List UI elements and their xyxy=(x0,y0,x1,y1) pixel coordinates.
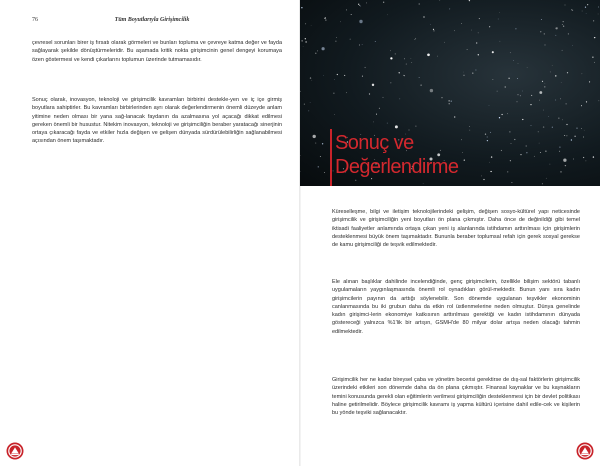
star xyxy=(317,50,318,51)
star xyxy=(566,124,567,125)
star xyxy=(464,75,465,76)
star xyxy=(471,30,472,31)
left-paragraph-2: Sonuç olarak, inovasyon, teknoloji ve girişimcilik kavramları birbirini destekle-yen ve iç içe girmiş boyutlara sahiptirler. Bu kavramları birbirlerinden ayrı olarak değerlendirmenin önemli düzeyde anlam yitimine neden olması bir yana sağ-lanacak faydanın da azalmasına yol açacağı dikkat edilmesi gereken önemli bir husustur. Nitekim inovasyon, teknoloji ve girişimciliğin beraber yaratacağı sinerjinin ortaya çıkaracağı fayda ve etkiler hızla değişen ve gelişen dünyada sürdürülebilirliğin sağlanabilmesi açısından önem taşımaktadır. xyxy=(32,97,282,145)
star xyxy=(541,19,542,20)
star xyxy=(583,157,584,158)
star xyxy=(563,21,564,22)
star xyxy=(507,113,508,114)
star xyxy=(430,24,431,25)
star xyxy=(555,35,556,36)
star xyxy=(454,30,455,31)
star xyxy=(511,182,512,183)
star xyxy=(325,20,326,21)
star xyxy=(333,170,334,171)
star xyxy=(323,75,324,76)
star xyxy=(565,165,566,166)
star xyxy=(556,28,557,29)
star xyxy=(310,102,311,103)
star xyxy=(395,125,398,128)
star xyxy=(351,14,352,15)
star xyxy=(305,41,306,42)
star xyxy=(582,73,583,74)
star xyxy=(517,78,518,79)
star xyxy=(517,94,518,95)
star xyxy=(320,156,321,157)
star xyxy=(420,84,421,85)
star xyxy=(340,22,341,23)
star xyxy=(308,111,309,112)
star xyxy=(423,183,424,184)
star xyxy=(492,51,494,53)
star xyxy=(358,4,359,5)
star xyxy=(369,93,370,94)
star xyxy=(539,143,540,144)
star xyxy=(461,23,462,24)
star xyxy=(350,39,351,40)
star xyxy=(406,64,407,65)
page-number: 76 xyxy=(32,17,38,23)
star xyxy=(530,104,531,105)
star xyxy=(562,24,563,25)
star xyxy=(564,4,565,5)
star xyxy=(479,18,480,19)
star xyxy=(581,128,582,129)
left-paragraph-1: çevresel sorunları birer iş fırsatı olarak görmeleri ve bunları topluma ve çevreye katma değer ve fayda sağlayarak şekilde dönüştürmeleridir. Bu aşamada kritik nokta girişimcinin genel dengeyi korumaya özen göstermesi ve kendi çıkarlarını toplumun üzerinde tutmamasıdır. xyxy=(32,40,282,63)
star xyxy=(322,143,323,144)
star xyxy=(441,97,442,98)
star xyxy=(542,81,543,82)
star xyxy=(573,159,574,160)
star xyxy=(324,172,325,173)
star xyxy=(387,14,388,15)
star xyxy=(515,28,516,29)
right-paragraph-2: Ele alınan başlıklar dahilinde incelendiğinde, genç girişimcilerin, özellikle bilişim sektörü tabanlı uygulamaların yaygınlaşmasında önemli rol oynadıkları görül-mektedir. Bunun yanı sıra kadın girişimcilerin payının da arttığı söylenebilir. Son dönemde uygulanan teşvikler ekonominin canlanmasında bu iki grubun daha da etkin rol üstlenmelerine neden olmuştur. Dünya genelinde kadın girişimci-lerin ekonomiye katkısının arttırılması gerektiği ve kadın istihdamının dünyada göstereceği yalnızca %1'lik bir artışın, GSMH'de 80 milyar dolar artışa neden olacağı tahmin edilmektedir. xyxy=(332,279,580,335)
star xyxy=(444,42,445,43)
star xyxy=(403,75,404,76)
star xyxy=(545,151,546,152)
star xyxy=(430,89,433,92)
star xyxy=(419,3,420,4)
star xyxy=(562,119,563,120)
star xyxy=(427,53,430,56)
star xyxy=(472,72,473,73)
star xyxy=(449,103,450,104)
star xyxy=(312,80,313,81)
star xyxy=(545,83,546,84)
star xyxy=(500,41,501,42)
star xyxy=(310,77,311,78)
star xyxy=(508,78,509,79)
star xyxy=(395,53,396,54)
star xyxy=(560,171,561,172)
star xyxy=(334,79,335,80)
star xyxy=(552,65,553,66)
star xyxy=(594,37,595,38)
star xyxy=(469,0,470,1)
star xyxy=(383,2,384,3)
star xyxy=(303,46,304,47)
right-paragraph-1: Küreselleşme, bilgi ve iletişim teknolojilerindeki gelişim, değişen sosyo-kültürel yapı neticesinde girişimcilik ve girişimciliğin yeni boyutları ön plana çıkmıştır. Daha önce de değinildiği gibi temel iktisadi faaliyetler anlamında ortaya çıkan yeni iş alanlarında istihdamın arttırılması için girişimlerin desteklenmesi büyük önem taşımaktadır. Bununla beraber toplumsal refah için gerek sosyal gerekse de kamu girişimciliği de teşvik edilmektedir. xyxy=(332,209,580,249)
star xyxy=(559,151,560,152)
star xyxy=(571,139,572,140)
star xyxy=(433,29,434,30)
star xyxy=(322,47,325,50)
star xyxy=(449,100,450,101)
star xyxy=(572,10,573,11)
star xyxy=(518,63,519,64)
star xyxy=(366,2,367,3)
running-title: Tüm Boyutlarıyla Girişimcilik xyxy=(114,17,190,23)
star xyxy=(415,38,416,39)
star xyxy=(586,101,587,102)
star xyxy=(483,179,484,180)
star xyxy=(576,128,577,129)
star xyxy=(419,77,420,78)
star xyxy=(567,72,568,73)
star xyxy=(539,91,542,94)
star xyxy=(376,114,377,115)
star xyxy=(564,135,565,136)
star xyxy=(550,164,551,165)
star xyxy=(574,136,575,137)
star xyxy=(373,122,374,123)
star xyxy=(558,118,559,119)
star xyxy=(560,98,561,99)
star xyxy=(489,105,490,106)
star xyxy=(598,100,599,101)
star xyxy=(337,74,338,75)
star xyxy=(543,126,544,127)
star xyxy=(583,136,584,137)
star xyxy=(527,67,528,68)
star xyxy=(589,81,590,82)
star xyxy=(404,58,405,59)
star xyxy=(501,114,502,115)
star xyxy=(301,7,302,8)
chapter-title xyxy=(335,131,535,179)
star xyxy=(555,100,556,101)
star xyxy=(304,104,305,105)
star xyxy=(571,9,572,10)
chapter-title-line-1: Sonuç ve xyxy=(335,132,414,154)
star xyxy=(548,116,549,117)
star xyxy=(335,41,336,42)
star xyxy=(449,8,450,9)
star xyxy=(542,183,543,184)
star xyxy=(475,69,476,70)
star xyxy=(387,123,388,124)
star xyxy=(566,135,567,136)
star xyxy=(359,45,360,46)
star xyxy=(544,86,545,87)
star xyxy=(559,146,560,147)
star xyxy=(311,25,312,26)
star xyxy=(581,105,582,106)
star xyxy=(415,126,416,127)
star xyxy=(414,39,415,40)
star xyxy=(540,152,541,153)
star xyxy=(359,5,360,6)
star xyxy=(346,92,347,93)
star xyxy=(531,125,532,126)
star xyxy=(593,156,594,157)
star xyxy=(499,117,500,118)
star xyxy=(539,100,540,101)
star xyxy=(333,93,334,94)
star xyxy=(489,26,490,27)
star xyxy=(566,103,567,104)
star xyxy=(423,16,424,17)
star xyxy=(375,41,376,42)
star xyxy=(372,84,374,86)
star xyxy=(454,116,455,117)
star xyxy=(493,79,494,80)
star xyxy=(498,19,499,20)
star xyxy=(451,101,452,102)
star xyxy=(434,30,435,31)
star xyxy=(362,44,363,45)
star xyxy=(586,161,587,162)
star xyxy=(390,50,391,51)
star xyxy=(467,49,468,50)
star xyxy=(313,135,316,138)
star xyxy=(592,57,593,58)
star xyxy=(300,91,301,92)
star xyxy=(538,131,539,132)
star xyxy=(476,42,477,43)
star xyxy=(522,119,523,120)
star xyxy=(520,95,521,96)
star xyxy=(505,86,506,87)
star xyxy=(531,95,532,96)
star xyxy=(469,126,470,127)
publisher-logo-icon xyxy=(576,442,594,460)
star xyxy=(305,38,306,39)
star xyxy=(594,62,595,63)
star xyxy=(499,12,500,13)
star xyxy=(334,114,335,115)
star xyxy=(510,52,511,53)
star xyxy=(585,7,586,8)
star xyxy=(593,20,594,21)
star xyxy=(598,7,599,8)
star xyxy=(318,166,319,167)
star xyxy=(544,44,545,45)
star xyxy=(552,127,553,128)
star xyxy=(561,82,562,83)
star xyxy=(390,57,392,59)
star xyxy=(568,33,569,34)
star xyxy=(300,155,301,156)
star xyxy=(586,13,587,14)
star xyxy=(497,91,498,92)
star xyxy=(302,40,303,41)
star xyxy=(379,108,380,109)
star xyxy=(344,75,345,76)
star xyxy=(359,20,362,23)
star xyxy=(522,91,523,92)
star xyxy=(404,75,405,76)
publisher-logo-icon xyxy=(6,442,24,460)
star xyxy=(555,75,556,76)
star xyxy=(598,14,599,15)
chapter-title-line-2: Değerlendirme xyxy=(335,156,459,178)
star xyxy=(540,31,541,32)
star xyxy=(584,130,585,131)
star xyxy=(478,54,479,55)
star xyxy=(513,60,514,61)
star xyxy=(555,27,557,29)
star xyxy=(305,23,306,24)
star xyxy=(346,9,347,10)
star xyxy=(478,32,479,33)
star xyxy=(360,6,361,7)
title-accent-bar xyxy=(330,129,332,186)
star xyxy=(391,83,392,84)
star xyxy=(399,99,400,100)
star xyxy=(563,26,564,27)
star xyxy=(382,97,383,98)
star xyxy=(411,58,412,59)
star xyxy=(365,67,366,68)
star xyxy=(546,178,547,179)
star xyxy=(336,37,337,38)
star xyxy=(562,50,563,51)
star xyxy=(587,4,588,5)
star xyxy=(463,72,464,73)
star xyxy=(315,53,316,54)
star xyxy=(399,72,400,73)
star xyxy=(437,56,438,57)
star xyxy=(517,101,518,102)
star xyxy=(550,71,551,72)
star xyxy=(544,33,545,34)
star xyxy=(325,17,326,18)
star xyxy=(582,11,583,12)
star xyxy=(315,143,316,144)
star xyxy=(572,45,573,46)
star xyxy=(411,62,412,63)
right-paragraph-3: Girişimcilik her ne kadar bireysel çaba ve yönetim becerisi gerektirse de dış-sal faktörlerin girişimcilik üzerindeki etkileri son dönemde daha da ön plana çıkmıştır. Finansal kaynaklar ve bu kaynakların temini konusunda gerekli olan eğitimlerin verilmesi girişimciliğin desteklenmesi için bir devlet politikası haline getirilmelidir. Böylece girişimcilik kavramı iş yapma kültürü içerisine dahil edile-cek ve kişilerin bu yönde teşviki sağlanacaktır. xyxy=(332,377,580,417)
star xyxy=(563,159,566,162)
star xyxy=(362,76,363,77)
star xyxy=(543,110,544,111)
running-head xyxy=(32,17,282,27)
star xyxy=(355,180,356,181)
